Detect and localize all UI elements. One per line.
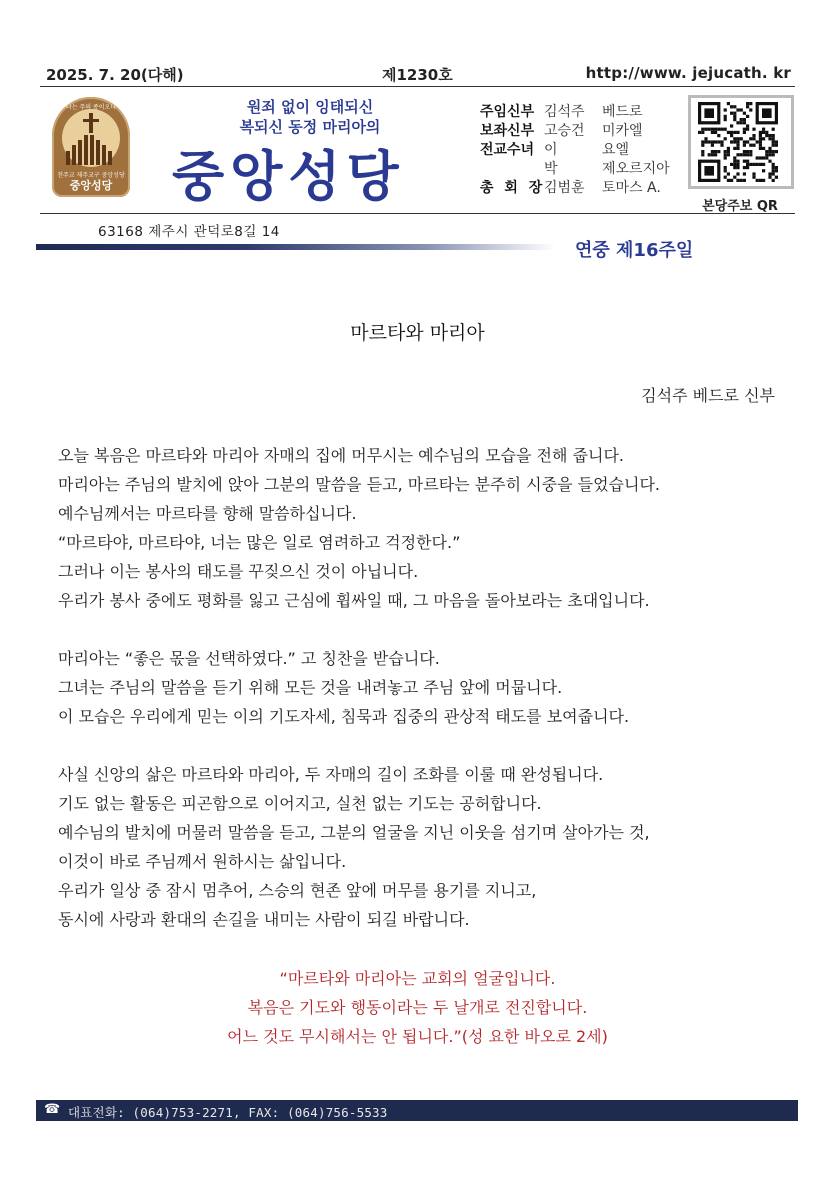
body-line: 예수님의 발치에 머물러 말씀을 듣고, 그분의 얼굴을 지닌 이웃을 섬기며 살아가는 것, xyxy=(58,823,650,842)
slogan-line-1: 원죄 없이 잉태되신 xyxy=(246,98,374,116)
staff-name: 김석주 xyxy=(544,104,585,120)
qr-code-graphic xyxy=(698,102,778,182)
website-link[interactable]: http://www. jejucath. kr xyxy=(585,64,791,82)
body-line: 그러나 이는 봉사의 태도를 꾸짖으신 것이 아닙니다. xyxy=(58,562,419,581)
staff-baptismal-name: 요엘 xyxy=(602,142,630,158)
body-line: 우리가 일상 중 잠시 멈추어, 스승의 현존 앞에 머무를 용기를 지니고, xyxy=(58,881,537,900)
body-line: 우리가 봉사 중에도 평화를 잃고 근심에 휩싸일 때, 그 마음을 돌아보라는 초대입니다. xyxy=(58,591,650,610)
cross-icon-bar xyxy=(83,119,99,122)
body-line: 사실 신앙의 삶은 마르타와 마리아, 두 자매의 길이 조화를 이룰 때 완성됩니다. xyxy=(58,765,604,784)
staff-row xyxy=(480,103,670,122)
qr-caption: 본당주보 QR xyxy=(702,199,778,214)
staff-name: 이 xyxy=(544,142,558,158)
staff-role: 전교수녀 xyxy=(480,142,535,158)
staff-row xyxy=(480,141,670,160)
parish-logo xyxy=(52,97,130,197)
body-line: 마리아는 “좋은 몫을 선택하였다.” 고 칭찬을 받습니다. xyxy=(58,649,440,668)
staff-baptismal-name: 미카엘 xyxy=(602,123,643,139)
quote-line: “마르타와 마리아는 교회의 얼굴입니다. xyxy=(279,969,556,988)
logo-name: 중앙성당 xyxy=(69,179,113,192)
contact-info: 대표전화: (064)753-2271, FAX: (064)756-5533 xyxy=(68,1105,388,1120)
quote-line: 어느 것도 무시해서는 안 됩니다.”(성 요한 바오로 2세) xyxy=(227,1027,608,1046)
staff-row xyxy=(480,122,670,141)
paragraph-gap xyxy=(58,731,798,760)
body-line: 동시에 사랑과 환대의 손길을 내미는 사람이 되길 바랍니다. xyxy=(58,910,470,929)
body-line: 이것이 바로 주님께서 원하시는 삶입니다. xyxy=(58,852,347,871)
contact-footer xyxy=(36,1100,798,1121)
body-line: 마리아는 주님의 발치에 앉아 그분의 말씀을 듣고, 마르타는 분주히 시중을 들었습니다. xyxy=(58,475,660,494)
issue-number: 제1230호 xyxy=(382,66,453,84)
article-title: 마르타와 마리아 xyxy=(350,322,485,344)
body-line: 오늘 복음은 마르타와 마리아 자매의 집에 머무시는 예수님의 모습을 전해 줍니다. xyxy=(58,446,624,465)
article-author: 김석주 베드로 신부 xyxy=(641,386,775,405)
staff-role: 총 회 장 xyxy=(480,180,546,196)
staff-name: 김범훈 xyxy=(544,180,585,196)
phone-icon: ☎ xyxy=(44,1102,61,1117)
paragraph-gap xyxy=(58,615,798,644)
staff-baptismal-name: 제오르지아 xyxy=(602,161,670,177)
logo-top-text: 나는 주의 종이오니 xyxy=(65,104,117,111)
liturgical-sunday: 연중 제16주일 xyxy=(575,240,694,261)
body-line: 예수님께서는 마르타를 향해 말씀하십니다. xyxy=(58,504,357,523)
cross-icon xyxy=(89,113,93,133)
organ-pipes-icon xyxy=(66,135,116,165)
body-line: “마르타야, 마르타야, 너는 많은 일로 염려하고 걱정한다.” xyxy=(58,533,461,552)
staff-row xyxy=(480,179,670,198)
article-body xyxy=(58,441,798,934)
closing-quote xyxy=(0,964,835,1051)
header-divider xyxy=(40,213,795,214)
staff-role: 주임신부 xyxy=(480,104,535,120)
parish-name: 중앙성당 xyxy=(172,145,405,208)
slogan-line-2: 복되신 동정 마리아의 xyxy=(239,118,381,136)
body-line: 이 모습은 우리에게 믿는 이의 기도자세, 침묵과 집중의 관상적 태도를 보여줍니다. xyxy=(58,707,630,726)
body-line: 기도 없는 활동은 피곤함으로 이어지고, 실천 없는 기도는 공허합니다. xyxy=(58,794,542,813)
staff-name: 고승건 xyxy=(544,123,585,139)
staff-row xyxy=(480,160,670,179)
issue-date: 2025. 7. 20(다해) xyxy=(46,66,184,84)
qr-code-icon[interactable] xyxy=(688,95,794,189)
staff-name: 박 xyxy=(544,161,558,177)
staff-baptismal-name: 토마스 A. xyxy=(602,180,661,196)
masthead-top-line xyxy=(40,58,795,87)
quote-line: 복음은 기도와 행동이라는 두 날개로 전진합니다. xyxy=(247,998,588,1017)
staff-baptismal-name: 베드로 xyxy=(602,104,643,120)
staff-list xyxy=(480,103,670,198)
parish-address: 63168 제주시 관덕로8길 14 xyxy=(98,224,280,240)
staff-role: 보좌신부 xyxy=(480,123,535,139)
logo-bottom-text: 천주교 제주교구 중앙성당 xyxy=(57,172,125,179)
decorative-gradient-bar xyxy=(36,244,556,250)
body-line: 그녀는 주님의 말씀을 듣기 위해 모든 것을 내려놓고 주님 앞에 머뭅니다. xyxy=(58,678,563,697)
